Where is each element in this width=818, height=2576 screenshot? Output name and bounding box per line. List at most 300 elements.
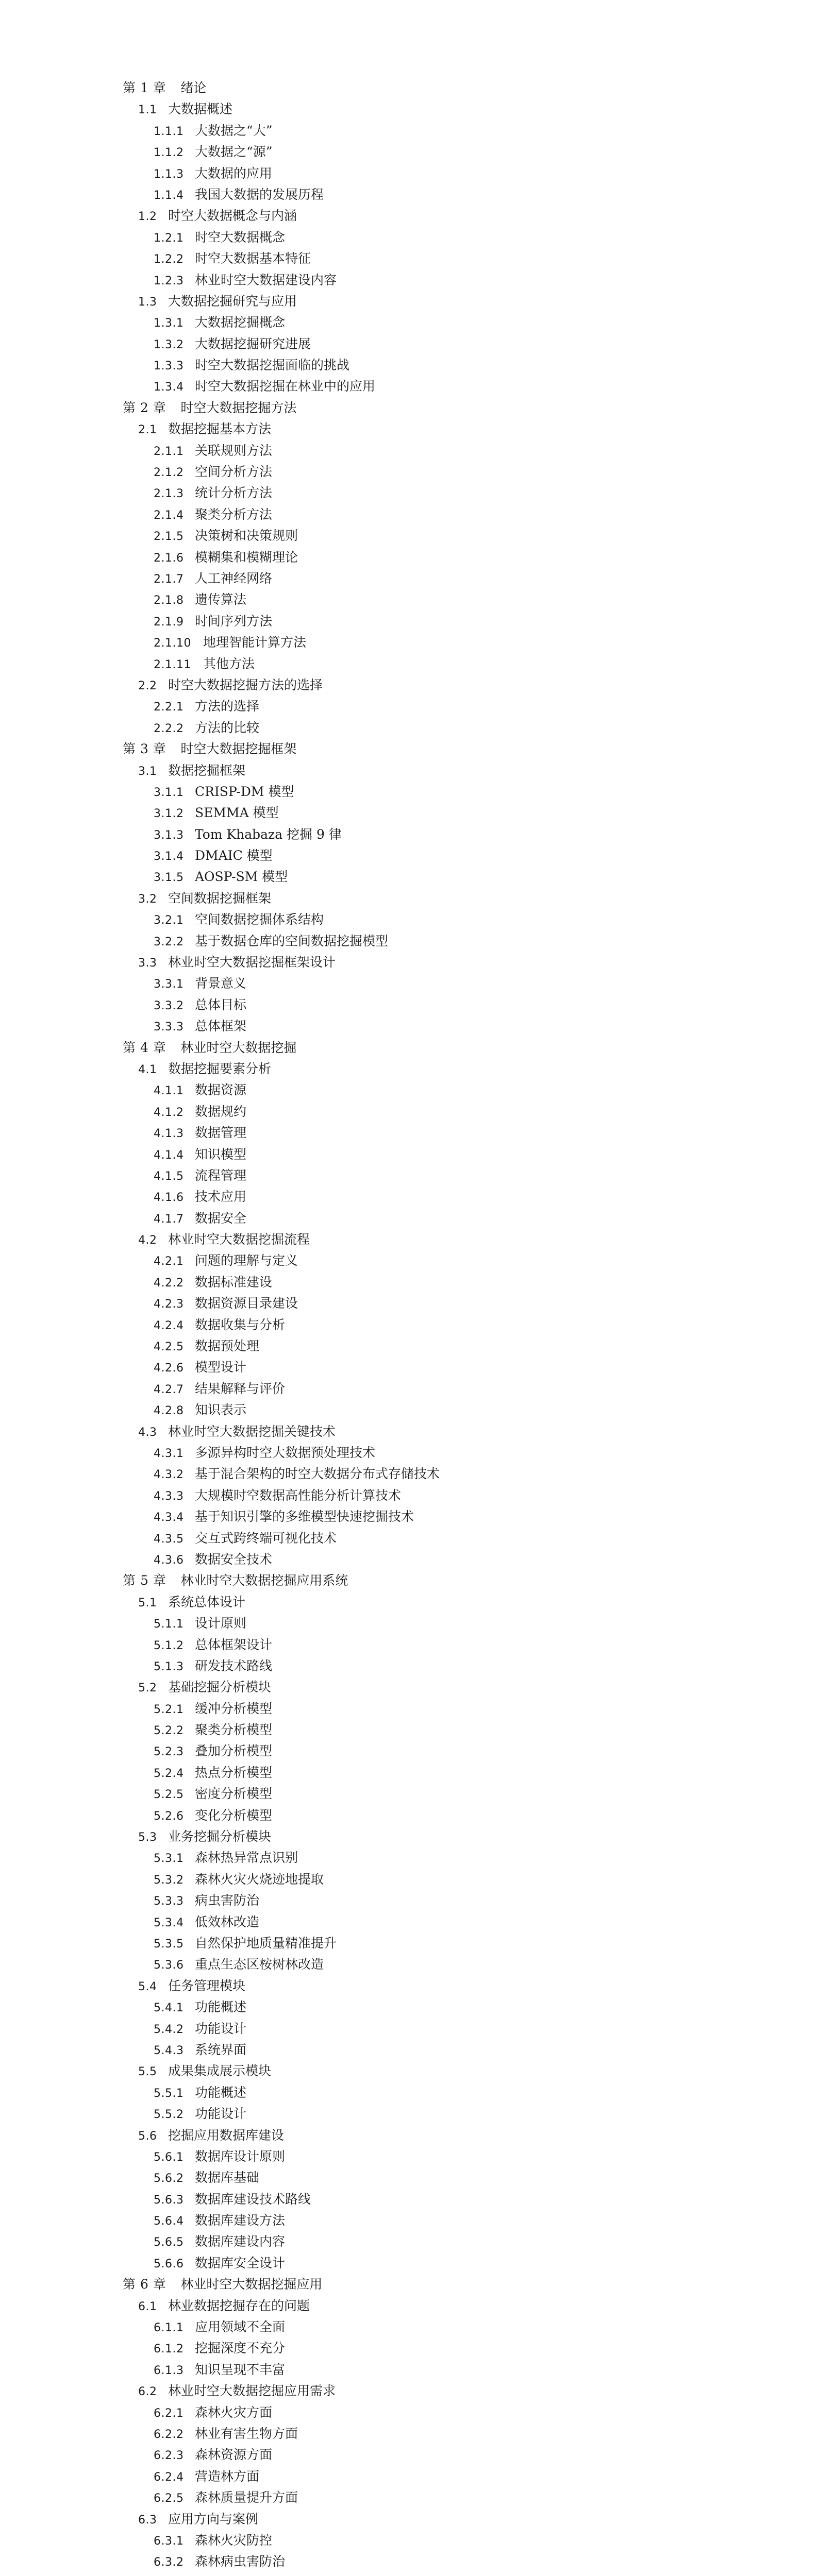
- toc-subsection[interactable]: [0, 1314, 818, 1335]
- toc-chapter[interactable]: [0, 738, 818, 759]
- toc-entry-number: 2.1.7: [154, 572, 184, 586]
- toc-entry-title: 业务挖掘分析模块: [168, 1829, 272, 1844]
- toc-entry-title: 数据规约: [195, 1104, 247, 1119]
- toc-subsection[interactable]: [0, 1208, 818, 1229]
- toc-entry-number: 5.5: [138, 2065, 157, 2079]
- toc-subsection[interactable]: [0, 1144, 818, 1165]
- toc-entry-number: 2.1.2: [154, 466, 184, 480]
- toc-subsection[interactable]: [0, 2146, 818, 2167]
- toc-entry-title: 问题的理解与定义: [195, 1253, 298, 1268]
- toc-entry-number: 2.1.8: [154, 594, 184, 607]
- toc-subsection[interactable]: [0, 248, 818, 269]
- toc-entry-title: 大数据之“源”: [195, 144, 273, 160]
- toc-entry-title: 模型设计: [195, 1360, 247, 1375]
- toc-entry-number: 3.1: [138, 765, 157, 778]
- toc-subsection[interactable]: [0, 1698, 818, 1719]
- toc-entry-number: 6.3: [138, 2513, 157, 2527]
- toc-subsection[interactable]: [0, 482, 818, 503]
- toc-entry-title: 林业时空大数据挖掘应用需求: [168, 2383, 336, 2399]
- toc-subsection[interactable]: [0, 354, 818, 376]
- toc-entry-title: 林业时空大数据挖掘关键技术: [168, 1423, 336, 1439]
- toc-subsection[interactable]: [0, 2402, 818, 2423]
- toc-subsection[interactable]: [0, 1357, 818, 1378]
- toc-entry-title: 林业时空大数据建设内容: [195, 272, 337, 287]
- toc-entry-title: 知识呈现不丰富: [195, 2362, 286, 2377]
- toc-entry-title: 林业时空大数据挖掘应用: [180, 2277, 323, 2292]
- toc-entry-number: 5.2.6: [154, 1809, 184, 1823]
- toc-entry-title: 森林火灾火烧迹地提取: [195, 1871, 324, 1887]
- toc-subsection[interactable]: [0, 120, 818, 141]
- toc-entry-title: 重点生态区桉树林改造: [195, 1957, 324, 1972]
- toc-entry-title: 挖掘深度不充分: [195, 2341, 286, 2356]
- toc-subsection[interactable]: [0, 1442, 818, 1463]
- toc-subsection[interactable]: [0, 1101, 818, 1122]
- toc-entry-number: 4.2.6: [154, 1362, 184, 1375]
- toc-entry-title: 系统总体设计: [168, 1594, 246, 1609]
- toc-entry-number: 第 3 章: [123, 741, 166, 757]
- toc-entry-title: 缓冲分析模型: [195, 1701, 273, 1716]
- toc-entry-number: 5.2.1: [154, 1703, 184, 1716]
- toc-subsection[interactable]: [0, 632, 818, 653]
- toc-section[interactable]: [0, 2509, 818, 2530]
- toc-subsection[interactable]: [0, 866, 818, 887]
- toc-entry-number: 4.2.3: [154, 1298, 184, 1311]
- toc-section[interactable]: [0, 2380, 818, 2401]
- toc-subsection[interactable]: [0, 589, 818, 610]
- toc-subsection[interactable]: [0, 2231, 818, 2252]
- toc-entry-number: 5.3: [138, 1831, 157, 1844]
- toc-entry-number: 1.2: [138, 210, 157, 224]
- toc-entry-title: 时空大数据挖掘框架: [180, 741, 297, 757]
- toc-subsection[interactable]: [0, 1549, 818, 1570]
- toc-entry-title: 时空大数据挖掘方法: [180, 400, 297, 415]
- toc-entry-number: 6.1: [138, 2300, 157, 2313]
- toc-subsection[interactable]: [0, 547, 818, 568]
- toc-subsection[interactable]: [0, 1719, 818, 1740]
- toc-subsection[interactable]: [0, 2018, 818, 2039]
- toc-entry-title: 大数据概述: [168, 101, 233, 117]
- toc-subsection[interactable]: [0, 1399, 818, 1420]
- toc-entry-number: 5.2.3: [154, 1745, 184, 1759]
- toc-subsection[interactable]: [0, 2103, 818, 2124]
- toc-entry-title: 统计分析方法: [195, 485, 273, 501]
- toc-subsection[interactable]: [0, 1783, 818, 1804]
- toc-entry-number: 5.3.5: [154, 1937, 184, 1951]
- toc-entry-number: 5.4.1: [154, 2002, 184, 2015]
- toc-subsection[interactable]: [0, 1293, 818, 1314]
- toc-subsection[interactable]: [0, 376, 818, 397]
- toc-subsection[interactable]: [0, 781, 818, 802]
- toc-entry-title: 数据挖掘框架: [168, 762, 246, 778]
- toc-entry-title: 应用方向与案例: [168, 2511, 259, 2527]
- toc-subsection[interactable]: [0, 2423, 818, 2444]
- toc-entry-title: 基于混合架构的时空大数据分布式存储技术: [195, 1466, 440, 1482]
- toc-subsection[interactable]: [0, 1655, 818, 1676]
- toc-chapter[interactable]: [0, 77, 818, 98]
- toc-entry-number: 5.6.2: [154, 2172, 184, 2185]
- toc-entry-title: 交互式跨终端可视化技术: [195, 1530, 337, 1546]
- toc-chapter[interactable]: [0, 1037, 818, 1058]
- toc-entry-title: 数据库基础: [195, 2170, 260, 2185]
- toc-entry-title: 空间数据挖掘体系结构: [195, 912, 324, 927]
- toc-entry-number: 2.1.11: [154, 658, 191, 671]
- toc-entry-title: 模糊集和模糊理论: [195, 549, 298, 565]
- toc-entry-number: 1.3.2: [154, 338, 184, 351]
- toc-chapter[interactable]: [0, 2274, 818, 2295]
- toc-entry-title: 林业有害生物方面: [195, 2426, 298, 2441]
- toc-entry-title: 数据资源目录建设: [195, 1296, 298, 1311]
- toc-entry-number: 6.1.2: [154, 2343, 184, 2356]
- toc-entry-number: 5.6: [138, 2129, 157, 2143]
- toc-subsection[interactable]: [0, 312, 818, 333]
- toc-entry-title: 林业时空大数据挖掘: [180, 1040, 297, 1055]
- toc-entry-title: 数据收集与分析: [195, 1317, 286, 1332]
- toc-entry-number: 第 6 章: [123, 2277, 166, 2292]
- toc-entry-title: [195, 2572, 272, 2576]
- toc-entry-title: 数据管理: [195, 1125, 247, 1141]
- toc-entry-number: 4.2.5: [154, 1341, 184, 1354]
- toc-entry-number: 4.1.7: [154, 1212, 184, 1226]
- toc-entry-number: 3.1.5: [154, 871, 184, 885]
- toc-entry-number: 1.1.2: [154, 146, 184, 160]
- toc-entry-number: 6.2.5: [154, 2492, 184, 2505]
- toc-entry-title: 数据库建设技术路线: [195, 2191, 311, 2207]
- toc-entry-title: 方法的选择: [195, 699, 260, 714]
- toc-entry-number: 2.1.5: [154, 530, 184, 544]
- toc-section[interactable]: [0, 2295, 818, 2316]
- toc-subsection[interactable]: [0, 717, 818, 738]
- toc-entry-title: 数据标准建设: [195, 1274, 273, 1290]
- toc-entry-number: 1.1.1: [154, 125, 184, 138]
- toc-entry-number: 5.5.2: [154, 2108, 184, 2122]
- toc-entry-title: 功能设计: [195, 2106, 247, 2122]
- toc-entry-number: [154, 2573, 195, 2576]
- toc-entry-title: 时空大数据基本特征: [195, 251, 311, 266]
- toc-subsection[interactable]: [0, 1378, 818, 1399]
- toc-entry-title: 多源异构时空大数据预处理技术: [195, 1445, 376, 1460]
- toc-subsection[interactable]: [0, 525, 818, 546]
- toc-entry-title: 数据资源: [195, 1082, 247, 1098]
- toc-subsection[interactable]: [0, 269, 818, 291]
- toc-entry-number: 1.3.3: [154, 360, 184, 373]
- toc-entry-title: 决策树和决策规则: [195, 528, 298, 544]
- toc-subsection[interactable]: [0, 1847, 818, 1868]
- toc-entry-title: 遗传算法: [195, 592, 247, 607]
- toc-entry-number: 4.1.4: [154, 1148, 184, 1162]
- toc-entry-number: 4.3.1: [154, 1447, 184, 1460]
- toc-entry-title: 总体目标: [195, 997, 247, 1012]
- toc-entry-title: 大数据的应用: [195, 165, 273, 181]
- toc-entry-title: 大数据挖掘研究进展: [195, 336, 311, 351]
- toc-entry-number: 5.2: [138, 1682, 157, 1695]
- toc-subsection[interactable]: [0, 2210, 818, 2231]
- toc-entry-number: 1.1: [138, 104, 157, 117]
- toc-chapter[interactable]: [0, 1570, 818, 1591]
- toc-entry-number: 6.1.1: [154, 2321, 184, 2335]
- toc-subsection[interactable]: [0, 1122, 818, 1143]
- toc-subsection[interactable]: [0, 2487, 818, 2508]
- toc-section[interactable]: [0, 760, 818, 781]
- toc-entry-number: 5.6.6: [154, 2257, 184, 2270]
- toc-subsection[interactable]: [0, 2039, 818, 2060]
- toc-entry-title: 背景意义: [195, 976, 247, 991]
- toc-subsection[interactable]: [0, 696, 818, 717]
- toc-section[interactable]: [0, 418, 818, 439]
- toc-subsection[interactable]: [0, 1186, 818, 1207]
- toc-entry-title: 任务管理模块: [168, 1978, 246, 1993]
- toc-section[interactable]: [0, 1826, 818, 1847]
- toc-entry-number: 5.3.2: [154, 1873, 184, 1887]
- toc-entry-number: 2.2.1: [154, 701, 184, 714]
- toc-entry-title: 数据挖掘基本方法: [168, 421, 272, 437]
- toc-entry-title: 知识表示: [195, 1402, 247, 1418]
- toc-entry-title: 其他方法: [203, 656, 255, 671]
- toc-entry-number: 4.2.7: [154, 1383, 184, 1396]
- toc-entry-title: 数据预处理: [195, 1338, 260, 1354]
- toc-entry-number: 2.1.9: [154, 615, 184, 629]
- toc-entry-number: 2.2: [138, 679, 157, 692]
- toc-subsection[interactable]: [0, 1079, 818, 1100]
- toc-entry-number: 5.1.2: [154, 1639, 184, 1652]
- toc-section[interactable]: [0, 1676, 818, 1698]
- toc-subsection[interactable]: [0, 2444, 818, 2465]
- toc-entry-title: 知识模型: [195, 1146, 247, 1162]
- toc-subsection[interactable]: [0, 2252, 818, 2274]
- toc-entry-title: 基于数据仓库的空间数据挖掘模型: [195, 933, 389, 948]
- toc-entry-title: 总体框架: [195, 1019, 247, 1034]
- toc-subsection[interactable]: [0, 1613, 818, 1634]
- toc-entry-title: 密度分析模型: [195, 1786, 273, 1802]
- toc-subsection[interactable]: [0, 440, 818, 461]
- toc-subsection[interactable]: [0, 2466, 818, 2487]
- toc-entry-title: 大数据挖掘概念: [195, 315, 286, 330]
- toc-subsection[interactable]: [0, 1762, 818, 1783]
- toc-entry-number: 6.2: [138, 2385, 157, 2399]
- toc-section[interactable]: [0, 952, 818, 973]
- toc-entry-number: 4.1.5: [154, 1170, 184, 1183]
- toc-entry-number: 3.1.1: [154, 786, 184, 799]
- toc-entry-title: 林业时空大数据挖掘框架设计: [168, 955, 336, 970]
- toc-entry-title: 营造林方面: [195, 2468, 260, 2484]
- toc-subsection[interactable]: [0, 504, 818, 525]
- toc-section[interactable]: [0, 98, 818, 120]
- toc-entry-number: 4.1.3: [154, 1127, 184, 1141]
- toc-entry-number: 4.3.5: [154, 1532, 184, 1546]
- toc-entry-number: 6.2.1: [154, 2406, 184, 2420]
- toc-entry-title: 数据库建设内容: [195, 2234, 286, 2249]
- toc-entry-number: 3.3.3: [154, 1021, 184, 1034]
- toc-subsection[interactable]: [0, 1869, 818, 1890]
- toc-entry-number: 第 1 章: [123, 80, 166, 95]
- toc-subsection[interactable]: [0, 1506, 818, 1527]
- toc-entry-number: 2.2.2: [154, 722, 184, 735]
- toc-entry-number: 1.2.3: [154, 274, 184, 287]
- toc-entry-title: 研发技术路线: [195, 1658, 273, 1673]
- toc-subsection[interactable]: [0, 333, 818, 354]
- toc-entry-title: 功能概述: [195, 1999, 247, 2015]
- toc-entry-number: 第 5 章: [123, 1573, 166, 1588]
- toc-subsection[interactable]: [0, 1996, 818, 2018]
- toc-entry-title: 变化分析模型: [195, 1807, 273, 1823]
- toc-entry-title: 热点分析模型: [195, 1765, 273, 1780]
- toc-entry-title: 地理智能计算方法: [203, 635, 307, 650]
- toc-entry-title: 低效林改造: [195, 1914, 260, 1929]
- toc-entry-number: 5.4.3: [154, 2044, 184, 2057]
- toc-entry-title: 自然保护地质量精准提升: [195, 1935, 337, 1951]
- toc-subsection[interactable]: [0, 461, 818, 482]
- toc-entry-title: 基于知识引擎的多维模型快速挖掘技术: [195, 1509, 414, 1524]
- toc-entry-number: 3.1.3: [154, 828, 184, 842]
- toc-entry-number: 5.6.4: [154, 2215, 184, 2228]
- toc-chapter[interactable]: [0, 397, 818, 418]
- toc-entry-number: 3.1.4: [154, 850, 184, 863]
- toc-entry-number: 4.3: [138, 1426, 157, 1439]
- toc-entry-title: 总体框架设计: [195, 1637, 273, 1652]
- toc-subsection[interactable]: [0, 1890, 818, 1911]
- toc-entry-number: 5.6.5: [154, 2236, 184, 2249]
- toc-entry-number: 5.3.3: [154, 1895, 184, 1908]
- toc-entry-number: 3.2.1: [154, 914, 184, 927]
- toc-entry-number: 5.4.2: [154, 2023, 184, 2036]
- toc-entry-title: 森林热异常点识别: [195, 1850, 298, 1866]
- toc-entry-number: 4.1.2: [154, 1106, 184, 1119]
- toc-subsection[interactable]: [0, 1805, 818, 1826]
- toc-subsection[interactable]: [0, 1740, 818, 1761]
- toc-subsection[interactable]: [0, 1485, 818, 1506]
- toc-subsection[interactable]: [0, 930, 818, 952]
- toc-entry-number: 6.2.3: [154, 2449, 184, 2463]
- toc-entry-title: 技术应用: [195, 1189, 247, 1205]
- toc-subsection[interactable]: [0, 1165, 818, 1186]
- toc-subsection[interactable]: [0, 824, 818, 845]
- toc-subsection[interactable]: [0, 568, 818, 589]
- toc-subsection[interactable]: [0, 1954, 818, 1975]
- toc-entry-title: 功能概述: [195, 2084, 247, 2100]
- toc-subsection[interactable]: [0, 227, 818, 248]
- toc-entry-number: 1.1.3: [154, 167, 184, 181]
- toc-entry-number: 6.3.2: [154, 2556, 184, 2569]
- toc-entry-title: 森林质量提升方面: [195, 2490, 298, 2505]
- toc-subsection[interactable]: [0, 2572, 818, 2576]
- toc-entry-number: 5.1: [138, 1596, 157, 1609]
- toc-entry-title: 时间序列方法: [195, 613, 273, 629]
- toc-section[interactable]: [0, 1058, 818, 1079]
- toc-entry-number: 4.2.8: [154, 1404, 184, 1418]
- toc-section[interactable]: [0, 674, 818, 696]
- toc-subsection[interactable]: [0, 2167, 818, 2188]
- toc-entry-number: 4.3.2: [154, 1468, 184, 1482]
- toc-entry-number: 4.2.1: [154, 1255, 184, 1268]
- toc-entry-number: 3.3.1: [154, 978, 184, 991]
- toc-entry-number: 4.1: [138, 1063, 157, 1076]
- toc-entry-title: 大数据挖掘研究与应用: [168, 293, 297, 309]
- toc-section[interactable]: [0, 888, 818, 909]
- toc-section[interactable]: [0, 1975, 818, 1996]
- toc-subsection[interactable]: [0, 653, 818, 674]
- toc-subsection[interactable]: [0, 1933, 818, 1954]
- toc-entry-number: 第 2 章: [123, 400, 166, 415]
- toc-entry-title: 时空大数据挖掘方法的选择: [168, 677, 323, 692]
- toc-entry-number: 4.3.3: [154, 1489, 184, 1503]
- toc-subsection[interactable]: [0, 845, 818, 866]
- toc-subsection[interactable]: [0, 994, 818, 1015]
- toc-subsection[interactable]: [0, 2359, 818, 2380]
- toc-subsection[interactable]: [0, 1015, 818, 1037]
- toc-section[interactable]: [0, 2125, 818, 2146]
- toc-subsection[interactable]: [0, 184, 818, 205]
- toc-subsection[interactable]: [0, 1335, 818, 1357]
- toc-entry-title: 数据安全技术: [195, 1551, 273, 1567]
- toc-entry-title: 设计原则: [195, 1616, 247, 1631]
- toc-entry-title: 林业数据挖掘存在的问题: [168, 2298, 310, 2313]
- toc-entry-title: 时空大数据概念与内涵: [168, 208, 297, 224]
- toc-subsection[interactable]: [0, 2316, 818, 2337]
- toc-entry-title: 关联规则方法: [195, 443, 273, 458]
- toc-subsection[interactable]: [0, 2530, 818, 2551]
- toc-entry-number: 5.2.2: [154, 1724, 184, 1738]
- toc-subsection[interactable]: [0, 909, 818, 930]
- toc-entry-title: 数据库安全设计: [195, 2255, 286, 2270]
- toc-entry-number: 2.1.3: [154, 487, 184, 501]
- toc-entry-title: 大数据之“大”: [195, 123, 273, 138]
- toc-entry-number: 5.6.1: [154, 2150, 184, 2164]
- toc-entry-number: 2.1: [138, 423, 157, 437]
- toc-entry-title: 我国大数据的发展历程: [195, 187, 324, 202]
- toc-subsection[interactable]: [0, 141, 818, 162]
- toc-entry-number: 1.3.4: [154, 381, 184, 394]
- toc-subsection[interactable]: [0, 611, 818, 632]
- toc-subsection[interactable]: [0, 2082, 818, 2103]
- toc-entry-number: 5.3.1: [154, 1852, 184, 1866]
- toc-entry-number: 3.3.2: [154, 999, 184, 1012]
- toc-entry-number: 5.2.5: [154, 1788, 184, 1802]
- toc-section[interactable]: [0, 1591, 818, 1613]
- toc-entry-title: 大规模时空数据高性能分析计算技术: [195, 1487, 402, 1503]
- toc-subsection[interactable]: [0, 973, 818, 994]
- toc-section[interactable]: [0, 205, 818, 226]
- toc-subsection[interactable]: [0, 1272, 818, 1293]
- toc-subsection[interactable]: [0, 802, 818, 823]
- toc-entry-title: 林业时空大数据挖掘应用系统: [180, 1573, 348, 1588]
- toc-subsection[interactable]: [0, 2189, 818, 2210]
- toc-entry-number: 1.2.1: [154, 231, 184, 245]
- toc-entry-number: 5.2.4: [154, 1767, 184, 1780]
- toc-section[interactable]: [0, 1229, 818, 1250]
- toc-entry-title: SEMMA 模型: [195, 805, 279, 821]
- toc-subsection[interactable]: [0, 2337, 818, 2359]
- toc-entry-number: 5.4: [138, 1980, 157, 1993]
- toc-entry-number: 3.2: [138, 892, 157, 906]
- toc-subsection[interactable]: [0, 1528, 818, 1549]
- toc-entry-number: 3.1.2: [154, 807, 184, 821]
- toc-subsection[interactable]: [0, 1463, 818, 1484]
- toc-entry-number: 6.2.2: [154, 2428, 184, 2441]
- toc-entry-number: 1.3: [138, 295, 157, 309]
- toc-subsection[interactable]: [0, 163, 818, 184]
- toc-section[interactable]: [0, 1421, 818, 1442]
- toc-entry-title: 结果解释与评价: [195, 1381, 286, 1396]
- toc-section[interactable]: [0, 291, 818, 312]
- toc-subsection[interactable]: [0, 2551, 818, 2572]
- toc-entry-title: 病虫害防治: [195, 1893, 260, 1908]
- toc-section[interactable]: [0, 2060, 818, 2081]
- toc-entry-title: 数据挖掘要素分析: [168, 1061, 272, 1076]
- toc-subsection[interactable]: [0, 1634, 818, 1655]
- toc-subsection[interactable]: [0, 1250, 818, 1271]
- toc-subsection[interactable]: [0, 1911, 818, 1933]
- toc-entry-title: 空间数据挖掘框架: [168, 890, 272, 906]
- toc-entry-number: 第 4 章: [123, 1040, 166, 1055]
